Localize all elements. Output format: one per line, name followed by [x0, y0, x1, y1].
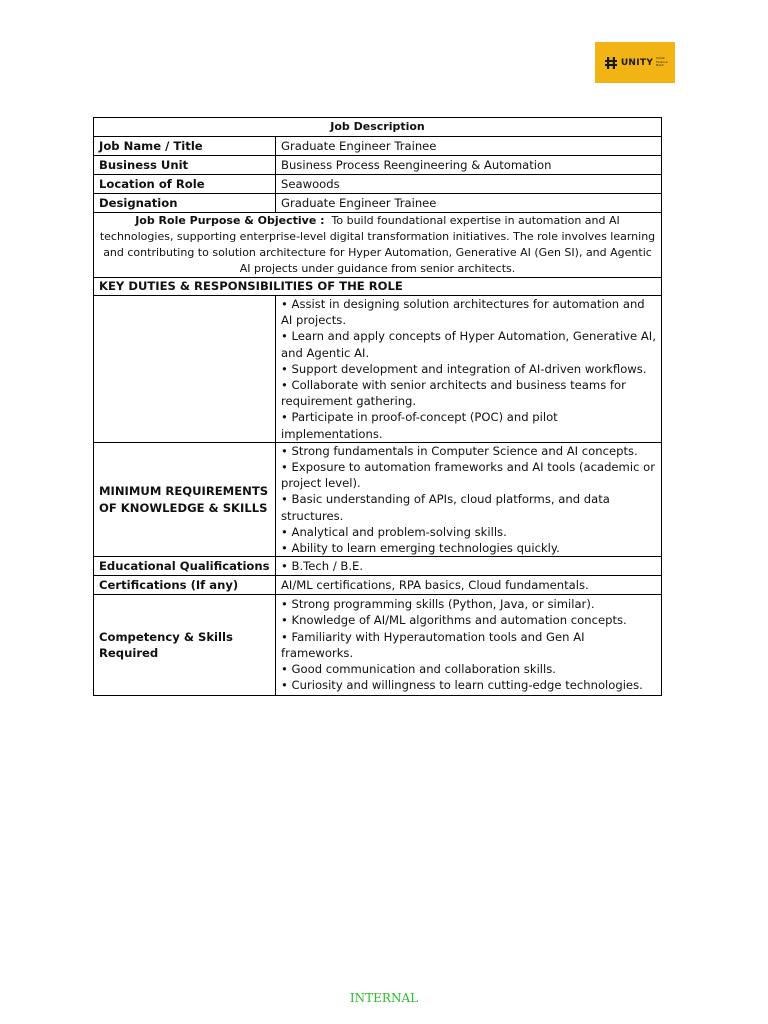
key-duties-list: [276, 296, 662, 443]
competency-list: [276, 595, 662, 696]
purpose-text: To build foundational expertise in automation and AI technologies, supporting enterprise-level digital transformation initiatives. The role involves learning and contributing to solution architecture for Hyper Automation, Generative AI (Gen SI), and Agentic AI projects under guidance from senior architects.: [99, 214, 656, 275]
table-title: Job Description: [94, 118, 662, 137]
field-value: Graduate Engineer Trainee: [276, 137, 662, 156]
education-row: [94, 557, 662, 576]
certifications-value: AI/ML certifications, RPA basics, Cloud fundamentals.: [276, 576, 662, 595]
list-item: • Knowledge of AI/ML algorithms and automation concepts.: [281, 613, 627, 628]
job-description-table: [93, 117, 662, 696]
field-label: Job Name / Title: [94, 137, 276, 156]
company-logo: [595, 42, 675, 83]
education-label: Educational Qualifications: [94, 557, 276, 576]
min-requirements-row: [94, 442, 662, 556]
list-item: • Assist in designing solution architectures for automation and AI projects.: [281, 297, 645, 328]
certifications-row: [94, 576, 662, 595]
key-duties-heading: KEY DUTIES & RESPONSIBILITIES OF THE ROLE: [94, 278, 662, 296]
field-label: Location of Role: [94, 175, 276, 194]
purpose-label: Job Role Purpose & Objective :: [135, 214, 325, 227]
list-item: • Support development and integration of AI-driven workflows.: [281, 361, 647, 376]
list-item: • Learn and apply concepts of Hyper Automation, Generative AI, and Agentic AI.: [281, 329, 656, 360]
competency-label: Competency & Skills Required: [94, 595, 276, 696]
list-item: • Curiosity and willingness to learn cutting-edge technologies.: [281, 678, 643, 693]
list-item: • Basic understanding of APIs, cloud platforms, and data structures.: [281, 492, 610, 523]
field-row-location: [94, 175, 662, 194]
list-item: • Strong fundamentals in Computer Science and AI concepts.: [281, 443, 638, 458]
competency-row: [94, 595, 662, 696]
purpose-row: [94, 213, 662, 278]
bank-emblem-icon: [604, 56, 618, 70]
logo-wordmark: UNITY: [620, 57, 654, 68]
key-duties-heading-row: [94, 278, 662, 296]
field-row-business-unit: [94, 156, 662, 175]
field-label: Business Unit: [94, 156, 276, 175]
list-item: • Analytical and problem-solving skills.: [281, 524, 507, 539]
purpose-cell: [94, 213, 662, 278]
education-value: • B.Tech / B.E.: [276, 557, 662, 576]
min-requirements-label: MINIMUM REQUIREMENTS OF KNOWLEDGE & SKILLS: [94, 442, 276, 556]
field-value: Graduate Engineer Trainee: [276, 194, 662, 213]
key-duties-empty-cell: [94, 296, 276, 443]
list-item: • Strong programming skills (Python, Java, or similar).: [281, 597, 595, 612]
list-item: • Ability to learn emerging technologies quickly.: [281, 541, 560, 556]
table-header-row: [94, 118, 662, 137]
list-item: • Collaborate with senior architects and business teams for requirement gathering.: [281, 378, 626, 409]
field-value: Business Process Reengineering & Automation: [276, 156, 662, 175]
key-duties-row: [94, 296, 662, 443]
list-item: • Familiarity with Hyperautomation tools and Gen AI frameworks.: [281, 629, 585, 660]
field-value: Seawoods: [276, 175, 662, 194]
field-row-job-title: [94, 137, 662, 156]
list-item: • Participate in proof-of-concept (POC) and pilot implementations.: [281, 410, 558, 441]
classification-footer: INTERNAL: [349, 991, 419, 1005]
list-item: • Good communication and collaboration skills.: [281, 662, 556, 677]
field-row-designation: [94, 194, 662, 213]
field-label: Designation: [94, 194, 276, 213]
logo-tagline: Small Finance Bank: [656, 56, 668, 68]
list-item: • Exposure to automation frameworks and AI tools (academic or project level).: [281, 460, 655, 491]
min-requirements-list: [276, 442, 662, 556]
certifications-label: Certifications (If any): [94, 576, 276, 595]
